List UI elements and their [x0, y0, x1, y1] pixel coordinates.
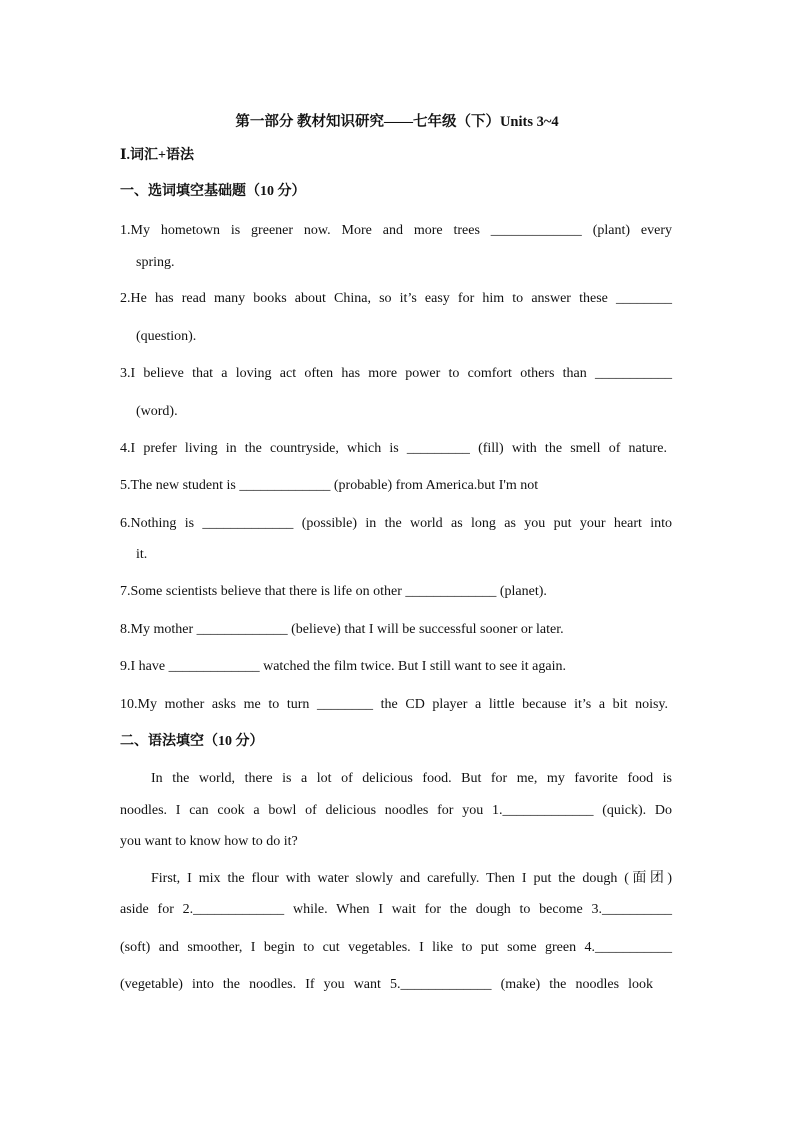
passage-para1-line-1: In the world, there is a lot of delicious food. But for me, my favorite food is [151, 771, 672, 786]
section2-heading: 二、语法填空（10 分） [120, 734, 264, 749]
question-5-line-1: 5.The new student is _____________ (probable) from America.but I'm not [120, 478, 539, 493]
question-10-line-1: 10.My mother asks me to turn ________ the CD player a little because it’s a bit noisy. [120, 697, 668, 712]
question-6-line-2: it. [136, 547, 148, 562]
question-3-line-2: (word). [136, 404, 178, 419]
passage-para2-line-2: aside for 2._____________ while. When I wait for the dough to become 3.__________ [120, 902, 672, 917]
passage-para1-line-2: noodles. I can cook a bowl of delicious noodles for you 1._____________ (quick). Do [120, 803, 672, 818]
page-title: 第一部分 教材知识研究——七年级（下）Units 3~4 [235, 114, 559, 130]
question-4-line-1: 4.I prefer living in the countryside, which is _________ (fill) with the smell of nature. [120, 441, 667, 456]
question-6-line-1: 6.Nothing is _____________ (possible) in the world as long as you put your heart into [120, 516, 672, 531]
part-heading: Ⅰ.词汇+语法 [120, 148, 195, 163]
question-9-line-1: 9.I have _____________ watched the film twice. But I still want to see it again. [120, 659, 566, 674]
question-7-line-1: 7.Some scientists believe that there is life on other _____________ (planet). [120, 584, 547, 599]
question-1-line-2: spring. [136, 255, 175, 270]
passage-para2-line-4: (vegetable) into the noodles. If you want 5._____________ (make) the noodles look [120, 977, 653, 992]
question-2-line-1: 2.He has read many books about China, so it’s easy for him to answer these ________ [120, 291, 672, 306]
passage-para2-line-1: First, I mix the flour with water slowly and carefully. Then I put the dough (面团) [151, 871, 672, 886]
question-2-line-2: (question). [136, 329, 197, 344]
section1-heading: 一、选词填空基础题（10 分） [120, 184, 306, 199]
question-1-line-1: 1.My hometown is greener now. More and more trees _____________ (plant) every [120, 223, 672, 238]
passage-para1-line-3: you want to know how to do it? [120, 834, 298, 849]
question-3-line-1: 3.I believe that a loving act often has more power to comfort others than ___________ [120, 366, 672, 381]
passage-para2-line-3: (soft) and smoother, I begin to cut vegetables. I like to put some green 4.___________ [120, 940, 672, 955]
question-8-line-1: 8.My mother _____________ (believe) that I will be successful sooner or later. [120, 622, 564, 637]
